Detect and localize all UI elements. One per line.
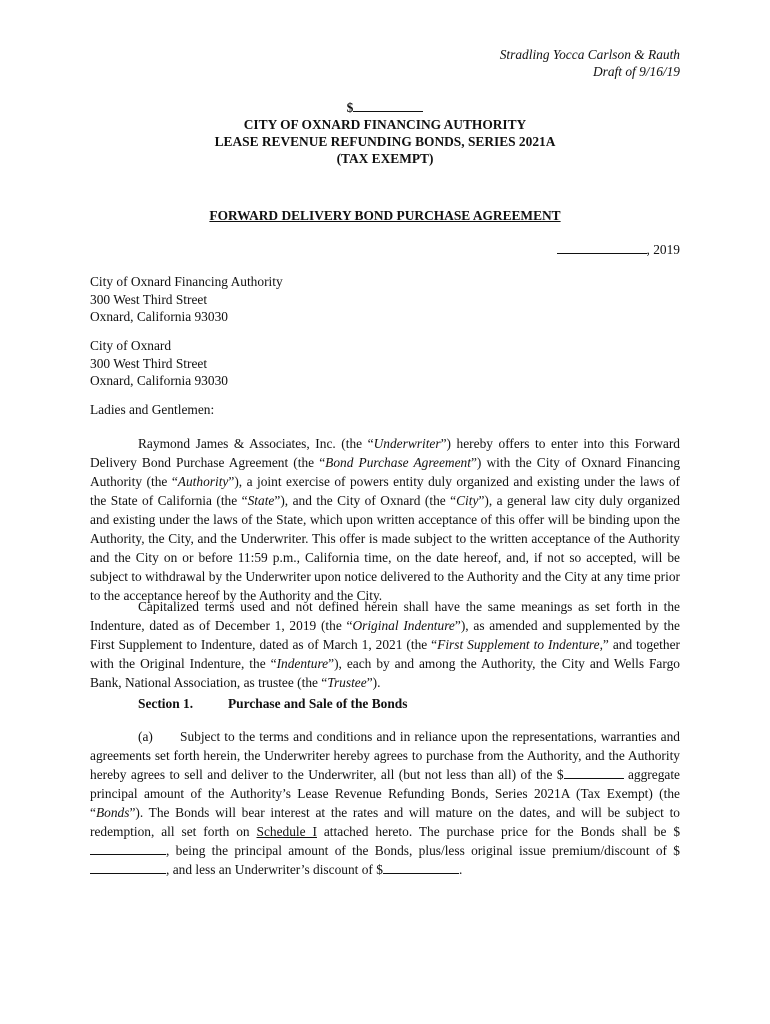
title-line-2: LEASE REVENUE REFUNDING BONDS, SERIES 2021A	[214, 134, 556, 149]
premium-blank	[90, 860, 166, 874]
amount-line: $	[90, 98, 680, 116]
addressee-authority: City of Oxnard Financing Authority 300 West Third Street Oxnard, California 93030	[90, 274, 283, 324]
paragraph-purchase: (a) Subject to the terms and conditions and in reliance upon the representations, warranties and agreements set forth herein, the Underwriter hereby agrees to purchase from the Authority, and the Authority hereby agrees to sell and deliver to the Underwriter, all (but not less than all) of the $ aggregate principal amount of the Authority’s Lease Revenue Refunding Bonds, Series 2021A (Tax Exempt) (the “Bonds”). The Bonds will bear interest at the rates and will mature on the dates, and will be subject to redemption, all set forth on Schedule I attached hereto. The purchase price for the Bonds shall be $, being the principal amount of the Bonds, plus/less original issue premium/discount of $, and less an Underwriter’s discount of $ .	[90, 729, 681, 877]
title-line-3: (TAX EXEMPT)	[336, 151, 434, 166]
section-number: Section 1.	[138, 696, 194, 711]
bond-title	[90, 98, 680, 167]
amount-blank	[353, 98, 423, 112]
date-blank	[557, 240, 647, 254]
agreement-title: FORWARD DELIVERY BOND PURCHASE AGREEMENT	[209, 208, 561, 223]
draft-header	[380, 46, 680, 80]
paragraph-definitions: Capitalized terms used and not defined herein shall have the same meanings as set forth in the Indenture, dated as of December 1, 2019 (the “Original Indenture”), as amended and supplemented by the First Supplement to Indenture, dated as of March 1, 2021 (the “First Supplement to Indenture,” and together with the Original Indenture, the “Indenture”), each by and among the Authority, the City and Wells Fargo Bank, National Association, as trustee (the “Trustee”).	[90, 599, 681, 690]
firm-name: Stradling Yocca Carlson & Rauth	[499, 47, 680, 62]
addressee-city: City of Oxnard 300 West Third Street Oxnard, California 93030	[90, 338, 228, 388]
discount-blank	[383, 860, 459, 874]
draft-date: Draft of 9/16/19	[592, 64, 680, 79]
title-line-1: CITY OF OXNARD FINANCING AUTHORITY	[243, 117, 527, 132]
section-1-heading	[138, 696, 538, 712]
principal-blank	[564, 765, 624, 779]
section-title: Purchase and Sale of the Bonds	[228, 696, 408, 711]
date-line: , 2019	[480, 240, 680, 258]
salutation: Ladies and Gentlemen:	[90, 402, 215, 417]
price-blank	[90, 841, 166, 855]
paragraph-offer: Raymond James & Associates, Inc. (the “Underwriter”) hereby offers to enter into this Forward Delivery Bond Purchase Agreement (the “Bond Purchase Agreement”) with the City of Oxnard Financing Authority (the “Authority”), a joint exercise of powers entity duly organized and existing under the laws of the State of California (the “State”), and the City of Oxnard (the “City”), a general law city duly organized and existing under the laws of the State, which upon written acceptance of this offer will be binding upon the Authority, the City, and the Underwriter. This offer is made subject to the written acceptance of the Authority and the City on or before 11:59 p.m., California time, on the date hereof, and, if not so accepted, will be subject to withdrawal by the Underwriter upon notice delivered to the Authority and the City at any time prior to the acceptance hereof by the Authority and the City.	[90, 436, 681, 603]
